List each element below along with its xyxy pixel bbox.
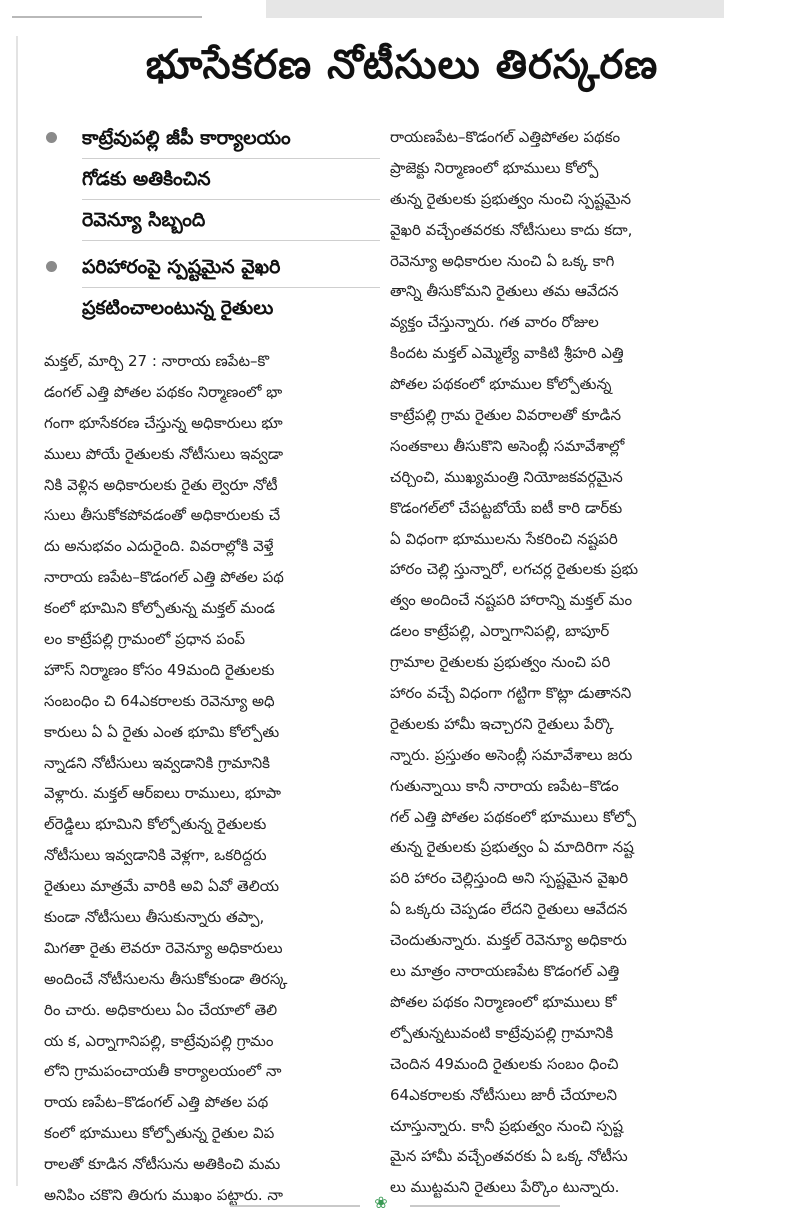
article-text-line: వెళ్లారు. మక్తల్ ఆర్ఐలు రాములు, భూపా: [44, 784, 282, 803]
article-text-line: డలం కాట్రేపల్లి, ఎర్నాగానిపల్లి, బాపూర్: [390, 622, 610, 641]
article-text-line: చెందిన 49మంది రైతులకు సంబం ధించి: [390, 1054, 619, 1073]
article-text-line: ములు పోయే రైతులకు నోటీసులు ఇవ్వడా: [44, 444, 284, 463]
article-text-line: తాన్ని తీసుకోమని రైతులు తమ ఆవేదన: [390, 282, 619, 301]
article-text-line: మక్తల్, మార్చి 27 : నారాయ ణపేట–కొ: [44, 352, 270, 370]
bottom-rule-left: [230, 1205, 360, 1207]
article-text-line: అనిపిం చకొని తిరుగు ముఖం పట్టారు. నా: [44, 1186, 284, 1205]
article-text-line: ల్పోతున్నటువంటి కాట్రేవుపల్లి గ్రామానికి: [390, 1023, 614, 1042]
article-text-line: గ్రామాల రైతులకు ప్రభుత్వం నుంచి పరి: [390, 653, 611, 672]
article-text-line: లం కాట్రేపల్లి గ్రామంలో ప్రధాన పంప్: [44, 630, 246, 649]
article-text-line: రైతులు మాత్రమే వారికి అవి ఏవో తెలియ: [44, 877, 279, 896]
article-text-line: సంతకాలు తీసుకొని అసెంబ్లీ సమావేశాల్లో: [390, 436, 625, 455]
bullet-dot-icon: [46, 132, 57, 143]
article-text-line: రైతులకు హామీ ఇచ్చారని రైతులు పేర్కొ: [390, 714, 614, 733]
article-text-line: నికి వెళ్లిన అధికారులకు రైతు ల్వెరూ నోటీ: [44, 475, 278, 494]
article-text-line: రెవెన్యూ అధికారుల నుంచి ఏ ఒక్క కాగి: [390, 251, 615, 270]
article-text-line: కారులు ఏ ఏ రైతు ఎంత భూమి కోల్పోతు: [44, 722, 280, 741]
article-text-line: లు మాత్రం నారాయణపేట కొడంగల్ ఎత్తి: [390, 962, 620, 981]
article-text-line: చూస్తున్నారు. కానీ ప్రభుత్వం నుంచి స్పష్ట: [390, 1116, 624, 1135]
article-text-line: వ్యక్తం చేస్తున్నారు. గత వారం రోజుల: [390, 313, 599, 332]
article-text-line: ఏ ఒక్కరు చెప్పడం లేదని రైతులు ఆవేదన: [390, 900, 628, 919]
bottom-rule-right: [410, 1205, 560, 1207]
article-column-right: [390, 122, 730, 1203]
article-text-line: కంలో భూములు కోల్పోతున్న రైతుల విప: [44, 1124, 275, 1143]
bullet-line: రెవెన్యూ సిబ్బంది: [82, 200, 380, 241]
article-text-line: త్వం అందించే నష్టపరి హారాన్ని మక్తల్ మం: [390, 591, 633, 610]
article-text-line: రాలతో కూడిన నోటీసును అతికించి మమ: [44, 1155, 281, 1174]
article-text-line: కంలో భూమిని కోల్పోతున్న మక్తల్ మండ: [44, 599, 275, 618]
highlight-bullet: [40, 247, 380, 328]
article-text-line: సంబంధిం చి 64ఎకరాలకు రెవెన్యూ అధి: [44, 691, 275, 710]
left-margin-rule: [16, 36, 18, 1186]
article-text-line: దు అనుభవం ఎదురైంది. వివరాల్లోకి వెళ్తే: [44, 537, 274, 556]
article-text-line: కుండా నోటీసులు తీసుకున్నారు తప్పా,: [44, 908, 265, 927]
bullet-line: కాట్రేవుపల్లి జీపీ కార్యాలయం: [82, 118, 380, 159]
article-text-line: న్నాడని నోటీసులు ఇవ్వడానికి గ్రామానికి: [44, 753, 270, 772]
article-text-line: పోతల పథకంలో భూముల కోల్పోతున్న: [390, 375, 612, 394]
article-text-line: ల్‌రెడ్డిలు భూమిని కోల్పోతున్న రైతులకు: [44, 815, 267, 834]
article-text-line: చర్చించి, ముఖ్యమంత్రి నియోజకవర్గమైన: [390, 467, 623, 486]
article-text-line: తున్న రైతులకు ప్రభుత్వం ఏ మాదిరిగా నష్ట: [390, 838, 634, 857]
article-text-line: కాట్రేపల్లి గ్రామ రైతుల వివరాలతో కూడిన: [390, 406, 622, 425]
bullet-dot-icon: [46, 261, 57, 272]
article-text-line: లు ముట్టమని రైతులు పేర్కొం టున్నారు.: [390, 1178, 620, 1197]
article-text-line: హౌస్ నిర్మాణం కోసం 49మంది రైతులకు: [44, 660, 275, 679]
highlight-bullet: [40, 118, 380, 241]
article-headline: భూసేకరణ నోటీసులు తిరస్కరణ: [145, 42, 659, 88]
article-text-line: ప్రాజెక్టు నిర్మాణంలో భూములు కోల్పో: [390, 158, 599, 177]
article-text-line: రాయణపేట–కొడంగల్ ఎత్తిపోతల పథకం: [390, 128, 621, 146]
article-text-line: హారం వచ్చే విధంగా గట్టిగా కొట్లా డుతానని: [390, 684, 632, 703]
top-bar-right: [266, 0, 724, 18]
article-text-line: మైన హామీ వచ్చేంతవరకు ఏ ఒక్క నోటీసు: [390, 1147, 628, 1166]
article-text-line: కిందట మక్తల్ ఎమ్మెల్యే వాకిటి శ్రీహరి ఎత్తి: [390, 344, 624, 363]
article-text-line: రాయ ణపేట–కొడంగల్ ఎత్తి పోతల పథ: [44, 1093, 269, 1112]
article-text-line: లోని గ్రామపంచాయతీ కార్యాలయంలో నా: [44, 1062, 282, 1081]
article-text-line: చెందుతున్నారు. మక్తల్ రెవెన్యూ అధికారు: [390, 931, 627, 950]
article-text-line: 64ఎకరాలకు నోటీసులు జారీ చేయాలని: [390, 1085, 617, 1104]
article-text-line: గుతున్నాయి కానీ నారాయ ణపేట–కొడం: [390, 776, 619, 795]
article-text-line: గంగా భూసేకరణ చేస్తున్న అధికారులు భూ: [44, 413, 283, 432]
top-rule-left: [12, 16, 202, 18]
article-text-line: పరి హారం చెల్లిస్తుంది అని స్పష్టమైన వైఖరి: [390, 869, 629, 888]
article-text-line: పోతల పథకం నిర్మాణంలో భూములు కో: [390, 992, 617, 1011]
article-text-line: రిం చారు. అధికారులు ఏం చేయాలో తెలి: [44, 1000, 278, 1019]
article-text-line: వైఖరి వచ్చేంతవరకు నోటీసులు కాదు కదా,: [390, 220, 633, 239]
article-text-line: కొడంగల్‌లో చేపట్టబోయే ఐటీ కారి డార్‌కు: [390, 498, 623, 517]
article-column-left: [44, 346, 384, 1211]
article-text-line: అందించే నోటీసులను తీసుకోకుండా తిరస్క: [44, 969, 288, 988]
article-text-line: తున్న రైతులకు ప్రభుత్వం నుంచి స్పష్టమైన: [390, 189, 632, 208]
article-text-line: డంగల్ ఎత్తి పోతల పథకం నిర్మాణంలో భా: [44, 382, 283, 401]
article-text-line: ఏ విధంగా భూములను సేకరించి నష్టపరి: [390, 529, 618, 548]
publication-logo-icon: ❀: [374, 1193, 388, 1212]
bullet-line: ప్రకటించాలంటున్న రైతులు: [82, 297, 274, 319]
article-text-line: మిగతా రైతు లెవరూ రెవెన్యూ అధికారులు: [44, 938, 283, 957]
article-text-line: గల్ ఎత్తి పోతల పథకంలో భూములు కోల్పో: [390, 807, 637, 826]
article-text-line: నోటీసులు ఇవ్వడానికి వెళ్లగా, ఒకరిద్దరు: [44, 846, 267, 865]
article-text-line: హారం చెల్లి స్తున్నారో, లగచర్ల రైతులకు ప్రభు: [390, 560, 639, 579]
highlight-bullets: [40, 118, 380, 334]
bullet-line: గోడకు అతికించిన: [82, 159, 380, 200]
article-text-line: సులు తీసుకోకపోవడంతో అధికారులకు చే: [44, 506, 281, 525]
article-text-line: య క, ఎర్నాగానిపల్లి, కాట్రేవుపల్లి గ్రామం: [44, 1031, 274, 1050]
article-text-line: నారాయ ణపేట–కొడంగల్ ఎత్తి పోతల పథ: [44, 568, 284, 587]
article-text-line: న్నారు. ప్రస్తుతం అసెంబ్లీ సమావేశాలు జరు: [390, 745, 633, 764]
bullet-line: పరిహారంపై స్పష్టమైన వైఖరి: [82, 247, 380, 288]
